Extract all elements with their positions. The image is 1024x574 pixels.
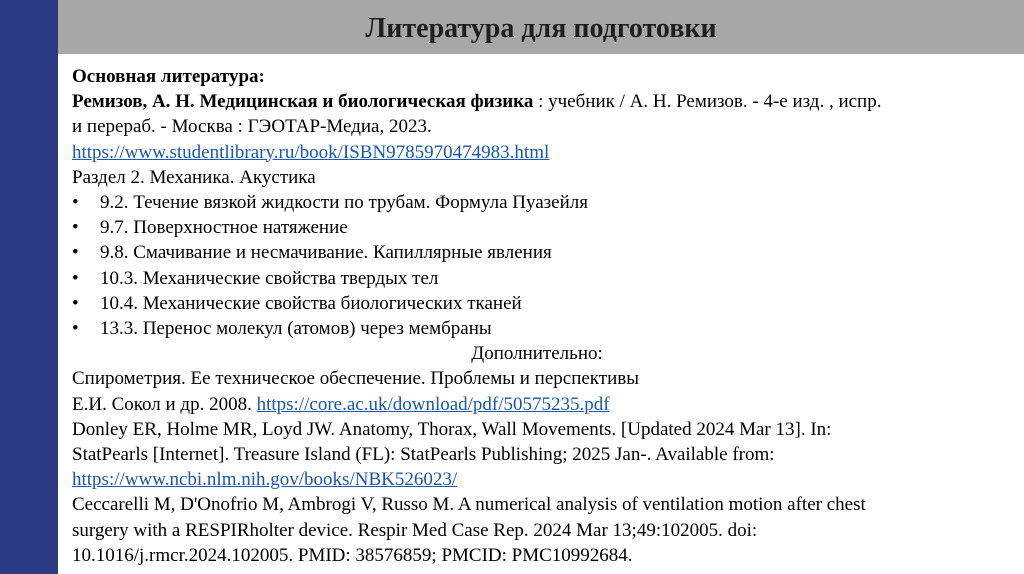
reference-spirometry-authors: Е.И. Сокол и др. 2008. [72,393,257,415]
list-item-text: 13.3. Перенос молекул (атомов) через мембраны [100,318,492,340]
reference-donley-line2: StatPearls [Internet]. Treasure Island (FL): StatPearls Publishing; 2025 Jan-. Available from: [72,444,775,466]
slide-title: Литература для подготовки [365,13,717,44]
list-item [72,316,1002,341]
reference-remizov-details: : учебник / А. Н. Ремизов. - 4-е изд. , испр. [533,91,882,113]
left-accent-band [0,0,58,574]
ncbi-link[interactable]: https://www.ncbi.nlm.nih.gov/books/NBK526023/ [72,469,458,491]
list-item-text: 10.3. Механические свойства твердых тел [100,267,439,289]
list-item [72,266,1002,291]
core-ac-link[interactable]: https://core.ac.uk/download/pdf/50575235.pdf [256,393,610,415]
studentlibrary-link[interactable]: https://www.studentlibrary.ru/book/ISBN9785970474983.html [72,141,550,163]
list-item [72,215,1002,240]
bullet-marker: • [72,292,79,314]
reference-ceccarelli-line3: 10.1016/j.rmcr.2024.102005. PMID: 38576859; PMCID: PMC10992684. [72,544,633,566]
slide-content [72,64,1002,568]
section-title: Раздел 2. Механика. Акустика [72,166,316,188]
reference-ceccarelli-line1: Ceccarelli M, D'Onofrio M, Ambrogi V, Russo M. A numerical analysis of ventilation motion after chest [72,494,866,516]
reference-remizov-title: Ремизов, А. Н. Медицинская и биологическая физика [72,91,534,113]
reference-spirometry-title: Спирометрия. Ее техническое обеспечение. Проблемы и перспективы [72,368,639,390]
reference-spirometry-source [72,392,1002,417]
reference-donley-line1: Donley ER, Holme MR, Loyd JW. Anatomy, Thorax, Wall Movements. [Updated 2024 Mar 13]. In: [72,418,832,440]
list-item-text: 9.7. Поверхностное натяжение [100,217,348,239]
bullet-marker: • [72,192,79,214]
list-item [72,291,1002,316]
bullet-marker: • [72,217,79,239]
list-item-text: 9.8. Смачивание и несмачивание. Капиллярные явления [100,242,552,264]
main-literature-heading: Основная литература: [72,66,265,87]
list-item [72,190,1002,215]
reference-ceccarelli-line2: surgery with a RESPIRholter device. Respir Med Case Rep. 2024 Mar 13;49:102005. doi: [72,519,758,541]
additional-heading: Дополнительно: [471,343,603,365]
reference-remizov [72,89,1002,114]
bullet-marker: • [72,242,79,264]
list-item-text: 10.4. Механические свойства биологических тканей [100,292,522,314]
list-item-text: 9.2. Течение вязкой жидкости по трубам. Формула Пуазейля [100,192,588,214]
bullet-marker: • [72,267,79,289]
list-item [72,240,1002,265]
reference-remizov-publisher: и перераб. - Москва : ГЭОТАР-Медиа, 2023. [72,116,432,138]
bullet-marker: • [72,318,79,340]
